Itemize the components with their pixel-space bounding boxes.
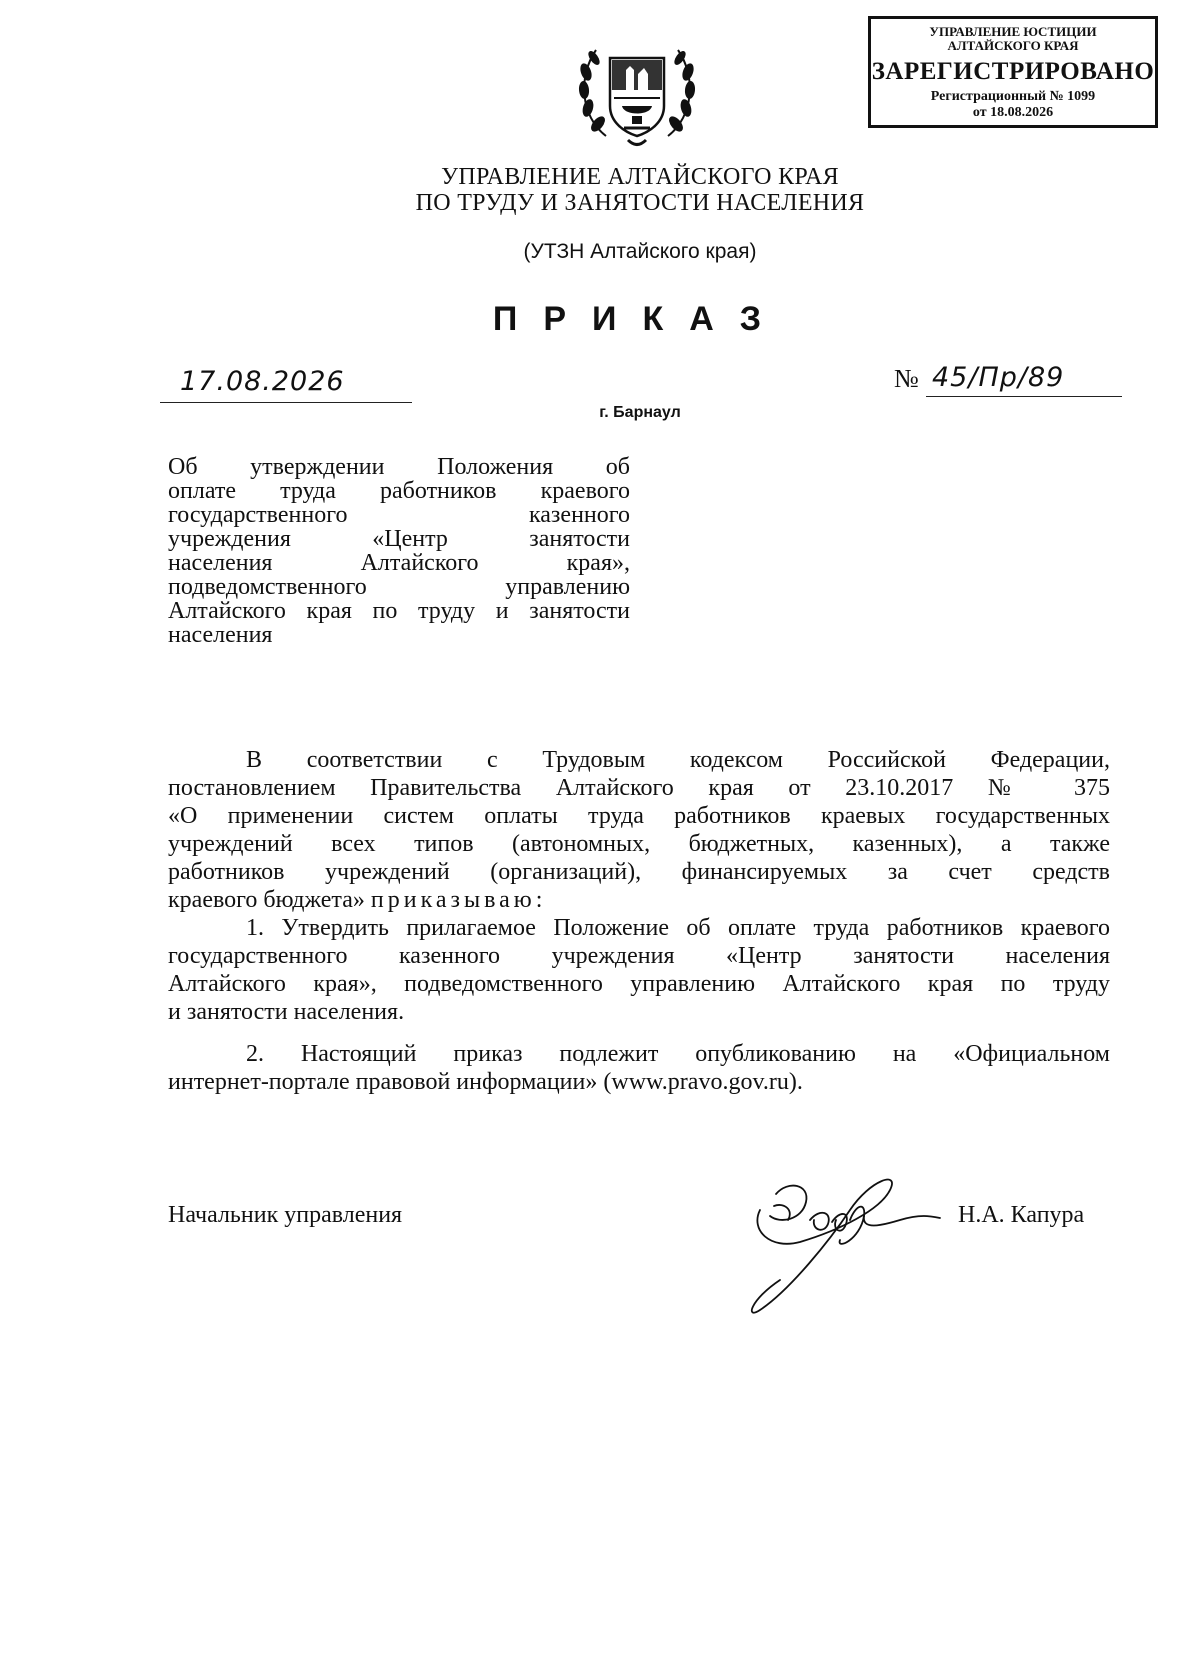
organization-name-line1: УПРАВЛЕНИЕ АЛТАЙСКОГО КРАЯ (441, 164, 839, 190)
order-number-prefix: № (894, 364, 919, 393)
preamble-last-text: краевого бюджета» (168, 887, 365, 913)
order-item-2 (168, 1040, 1110, 1096)
document-type-title: ПРИКАЗ (492, 300, 788, 338)
item-line: государственного казенного учреждения «Центр занятости населения (168, 943, 1110, 969)
stamp-authority-line2: АЛТАЙСКОГО КРАЯ (947, 38, 1079, 53)
item-line: 2. Настоящий приказ подлежит опубликованию на «Официальном (246, 1041, 1110, 1067)
signatory-name: Н.А. Капура (958, 1202, 1085, 1228)
order-date: 17.08.2026 (180, 366, 345, 397)
preamble-line: учреждений всех типов (автономных, бюджетных, казенных), а также (168, 831, 1110, 857)
subject-line: государственного казенного (168, 502, 630, 528)
subject-line: оплате труда работников краевого (168, 478, 630, 504)
order-number: 45/Пр/89 (932, 362, 1065, 393)
item-line: и занятости населения. (168, 999, 405, 1025)
stamp-authority-line1: УПРАВЛЕНИЕ ЮСТИЦИИ (929, 24, 1097, 39)
subject-line: подведомственного управлению (168, 574, 630, 600)
signatory-position: Начальник управления (168, 1202, 403, 1228)
subject-line: населения Алтайского края», (168, 550, 630, 576)
preamble-line: В соответствии с Трудовым кодексом Российской Федерации, (246, 747, 1110, 773)
registration-stamp (868, 16, 1158, 128)
preamble-line: работников учреждений (организаций), финансируемых за счет средств (168, 859, 1110, 885)
coat-of-arms-icon (572, 36, 702, 148)
item-line: 1. Утвердить прилагаемое Положение об оплате труда работников краевого (246, 915, 1110, 941)
item-line: Алтайского края», подведомственного управлению Алтайского края по труду (168, 971, 1110, 997)
handwritten-signature (740, 1150, 960, 1320)
order-item-1 (168, 914, 1110, 1026)
number-underline (926, 396, 1122, 397)
organization-name-line2: ПО ТРУДУ И ЗАНЯТОСТИ НАСЕЛЕНИЯ (415, 190, 865, 216)
preamble-line: постановлением Правительства Алтайского края от 23.10.2017 № 375 (168, 775, 1110, 801)
order-keyword: приказываю: (370, 887, 547, 913)
order-city: г. Барнаул (599, 404, 681, 421)
preamble-line: «О применении систем оплаты труда работников краевых государственных (168, 803, 1110, 829)
subject-line: Алтайского края по труду и занятости (168, 598, 630, 624)
organization-abbreviation: (УТЗН Алтайского края) (523, 240, 757, 263)
preamble-paragraph (168, 746, 1110, 914)
stamp-status: ЗАРЕГИСТРИРОВАНО (871, 58, 1155, 85)
subject-line: населения (168, 622, 273, 648)
subject-line: учреждения «Центр занятости (168, 526, 630, 552)
stamp-reg-date: от 18.08.2026 (972, 105, 1054, 120)
item-line: интернет-портале правовой информации» (www.pravo.gov.ru). (168, 1069, 803, 1095)
subject-line: Об утверждении Положения об (168, 454, 630, 480)
date-underline (160, 402, 412, 403)
preamble-last-line (168, 886, 1110, 914)
stamp-reg-number: Регистрационный № 1099 (930, 89, 1096, 104)
order-subject (168, 455, 630, 647)
